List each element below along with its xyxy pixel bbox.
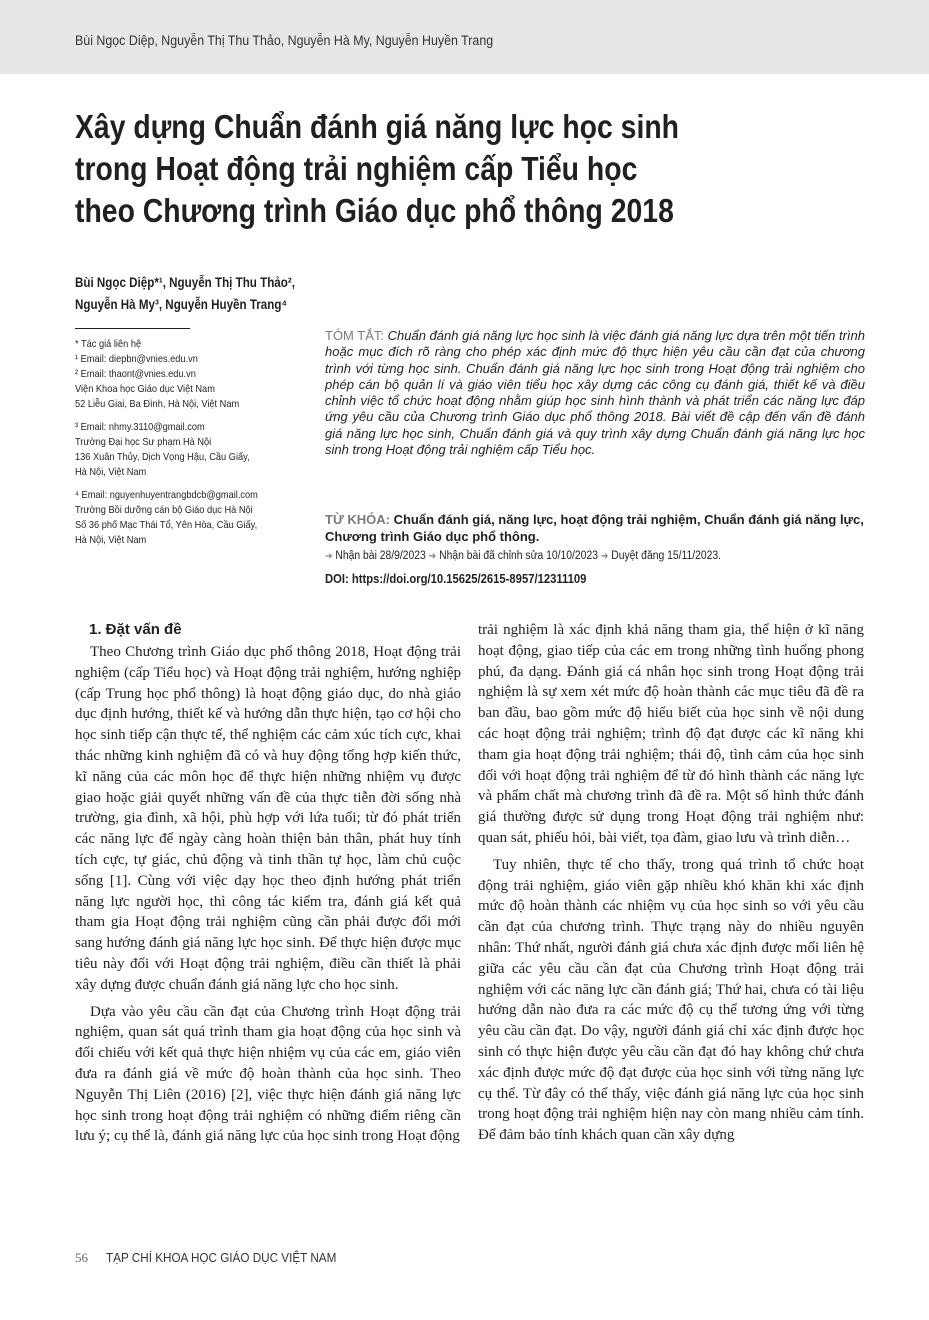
affiliations [75, 337, 320, 556]
body-paragraph: trải nghiệm là xác định khả năng tham gia, thể hiện ở kĩ năng hoạt động, giao tiếp của các em trong những tình huống phong phú, đa dạng. Đánh giá cá nhân học sinh trong Hoạt động trải nghiệm là sự xem xét mức độ hoàn thành các mục tiêu đã đề ra ban đầu, bao gồm mức độ hiểu biết của học sinh về nội dung các hoạt động trải nghiệm; trình độ đạt được các kĩ năng khi tham gia hoạt động trải nghiệm; thái độ, tình cảm của học sinh đối với hoạt động trải nghiệm để từ đó hình thành các năng lực và phẩm chất mà chương trình đã đề ra. Một số hình thức đánh giá thường được sử dụng trong Hoạt động trải nghiệm như: quan sát, phiếu hỏi, bài viết, tọa đàm, giao lưu và trình diễn… [478, 622, 864, 846]
body-paragraph: Theo Chương trình Giáo dục phổ thông 2018, Hoạt động trải nghiệm (cấp Tiểu học) và Hoạt động trải nghiệm, hướng nghiệp (cấp Trung học phổ thông) là hoạt động giáo dục, do nhà giáo dục định hướng, thiết kế và hướng dẫn thực hiện, tạo cơ hội cho học sinh tiếp cận thực tế, thể nghiệm các cảm xúc tích cực, khai thác những kinh nghiệm đã có và huy động tổng hợp kiến thức, kĩ năng của các môn học để thực hiện những nhiệm vụ được giao hoặc giải quyết những vấn đề của thực tiễn đời sống nhà trường, gia đình, xã hội, phù hợp với lứa tuổi; từ đó phát triển các năng lực để ngày càng hoàn thiện bản thân, phát huy tính tích cực, tự giác, chủ động và tinh thần tự học, làm chủ cuộc sống [1]. Cùng với việc dạy học theo định hướng phát triển năng lực người học, thì công tác kiểm tra, đánh giá kết quả tham gia Hoạt động trải nghiệm cũng cần phải được đổi mới sang hướng đánh giá năng lực học sinh. Để thực hiện được mục tiêu này đối với Hoạt động trải nghiệm, điều cần thiết là phải xây dựng được chuẩn đánh giá năng lực cho học sinh. [75, 644, 461, 993]
body-column-right [478, 620, 864, 1152]
journal-name: TẠP CHÍ KHOA HỌC GIÁO DỤC VIỆT NAM [105, 1250, 336, 1265]
affiliation-line: Trường Đại học Sư phạm Hà Nội [75, 436, 212, 448]
affiliation-line: ³ Email: nhmy.3110@gmail.com [75, 421, 205, 433]
keywords [325, 511, 865, 545]
abstract-text: Chuẩn đánh giá năng lực học sinh là việc đánh giá năng lực dựa trên một tiến trình hoặc mục đích rõ ràng cho phép xác định mức độ thực hiện yêu cầu cần đạt của chương trình với từng học sinh. Chuẩn đánh giá năng lực học sinh trong Hoạt động trải nghiệm cho phép cán bộ quản lí và giáo viên tiểu học xây dựng các công cụ đánh giá, thiết kế và điều chỉnh việc tổ chức hoạt động nhằm giúp học sinh hình thành và phát triển các năng lực đáp ứng yêu cầu của Chương trình Giáo dục phổ thông 2018. Bài viết đề cập đến vấn đề đánh giá năng lực học sinh, Chuẩn đánh giá và quy trình xây dựng Chuẩn đánh giá năng lực học sinh trong Hoạt động trải nghiệm cấp Tiểu học. [325, 328, 865, 458]
arrow-right-icon: ➔ [428, 551, 437, 562]
affiliation-block [75, 337, 291, 412]
abstract [325, 328, 865, 458]
body-paragraph: Tuy nhiên, thực tế cho thấy, trong quá trình tổ chức hoạt động trải nghiệm, giáo viên gặp nhiều khó khăn khi xác định mức độ hoàn thành các nhiệm vụ của học sinh so với yêu cầu cần đạt của chương trình. Thực trạng này do nhiều nguyên nhân: Thứ nhất, người đánh giá chưa xác định được mối liên hệ giữa các yêu cầu cần đạt của Chương trình Hoạt động trải nghiệm với các năng lực cần đánh giá; Thứ hai, chưa có tài liệu hướng dẫn nào đưa ra các mức độ cụ thể tương ứng với từng yêu cầu cần đạt. Do vậy, người đánh giá chỉ xác định được học sinh có thực hiện được yêu cầu cần đạt đó hay không chứ chưa xác định được mức độ đạt được của học sinh với từng năng lực cụ thể. Từ đây có thể thấy, việc đánh giá năng lực của học sinh trong hoạt động trải nghiệm hiện nay còn mang nhiều cảm tính. Để đảm bảo tính khách quan cần xây dựng [478, 856, 864, 1144]
received-date: Nhận bài 28/9/2023 [335, 550, 426, 562]
affiliation-line: ⁴ Email: nguyenhuyentrangbdcb@gmail.com [75, 489, 258, 501]
affiliation-line: * Tác giả liên hệ [75, 338, 142, 350]
title-line: theo Chương trình Giáo dục phổ thông 2018 [75, 192, 674, 229]
affiliation-block [75, 420, 291, 480]
section-heading: 1. Đặt vấn đề [89, 621, 182, 638]
affiliation-line: Hà Nội, Việt Nam [75, 534, 147, 546]
body-paragraph: Dựa vào yêu cầu cần đạt của Chương trình Hoạt động trải nghiệm, quan sát quá trình tham gia hoạt động của học sinh và đối chiếu với kết quả thực hiện nhiệm vụ của các em, giáo viên đưa ra đánh giá về mức độ hoàn thành của học sinh. Theo Nguyễn Thị Liên (2016) [2], việc thực hiện đánh giá năng lực học sinh trong hoạt động trải nghiệm có những điểm riêng cần lưu ý; cụ thể là, đánh giá năng lực của học sinh trong Hoạt động [75, 1003, 461, 1145]
keywords-label: TỪ KHÓA: [325, 512, 390, 527]
publication-dates [325, 550, 721, 562]
keywords-text: Chuẩn đánh giá, năng lực, hoạt động trải nghiệm, Chuẩn đánh giá năng lực, Chương trình Giáo dục phổ thông. [325, 512, 864, 544]
author-list [75, 272, 295, 316]
affiliation-line: 136 Xuân Thủy, Dịch Vọng Hậu, Cầu Giấy, [75, 451, 250, 463]
author-line: Nguyễn Hà My³, Nguyễn Huyền Trang⁴ [75, 297, 288, 312]
running-header-authors: Bùi Ngọc Diệp, Nguyễn Thị Thu Thảo, Nguyễn Hà My, Nguyễn Huyền Trang [75, 33, 494, 48]
page-number: 56 [75, 1250, 88, 1265]
affiliation-block [75, 488, 291, 548]
affiliation-line: ² Email: thaont@vnies.edu.vn [75, 368, 196, 380]
page-footer [75, 1250, 362, 1266]
body-column-left [75, 620, 461, 1153]
affiliation-line: Trường Bồi dưỡng cán bộ Giáo dục Hà Nội [75, 504, 253, 516]
doi-link[interactable]: DOI: https://doi.org/10.15625/2615-8957/12311109 [325, 572, 587, 586]
affiliation-line: 52 Liễu Giai, Ba Đình, Hà Nội, Việt Nam [75, 398, 240, 410]
abstract-label: TÓM TẮT: [325, 328, 384, 343]
article-title [75, 106, 679, 232]
title-line: trong Hoạt động trải nghiệm cấp Tiểu học [75, 150, 638, 187]
affiliation-line: Viện Khoa học Giáo dục Việt Nam [75, 383, 215, 395]
affiliation-line: Số 36 phố Mạc Thái Tổ, Yên Hòa, Cầu Giấy, [75, 519, 258, 531]
accepted-date: Duyệt đăng 15/11/2023. [611, 550, 721, 562]
revised-date: Nhận bài đã chỉnh sửa 10/10/2023 [439, 550, 598, 562]
title-line: Xây dựng Chuẩn đánh giá năng lực học sinh [75, 108, 680, 145]
running-header [0, 0, 929, 74]
footnote-divider [75, 328, 190, 329]
author-line: Bùi Ngọc Diệp*¹, Nguyễn Thị Thu Thảo², [75, 275, 295, 290]
arrow-right-icon: ➔ [600, 551, 609, 562]
arrow-right-icon: ➔ [325, 551, 333, 562]
affiliation-line: Hà Nội, Việt Nam [75, 466, 147, 478]
affiliation-line: ¹ Email: diepbn@vnies.edu.vn [75, 353, 198, 365]
